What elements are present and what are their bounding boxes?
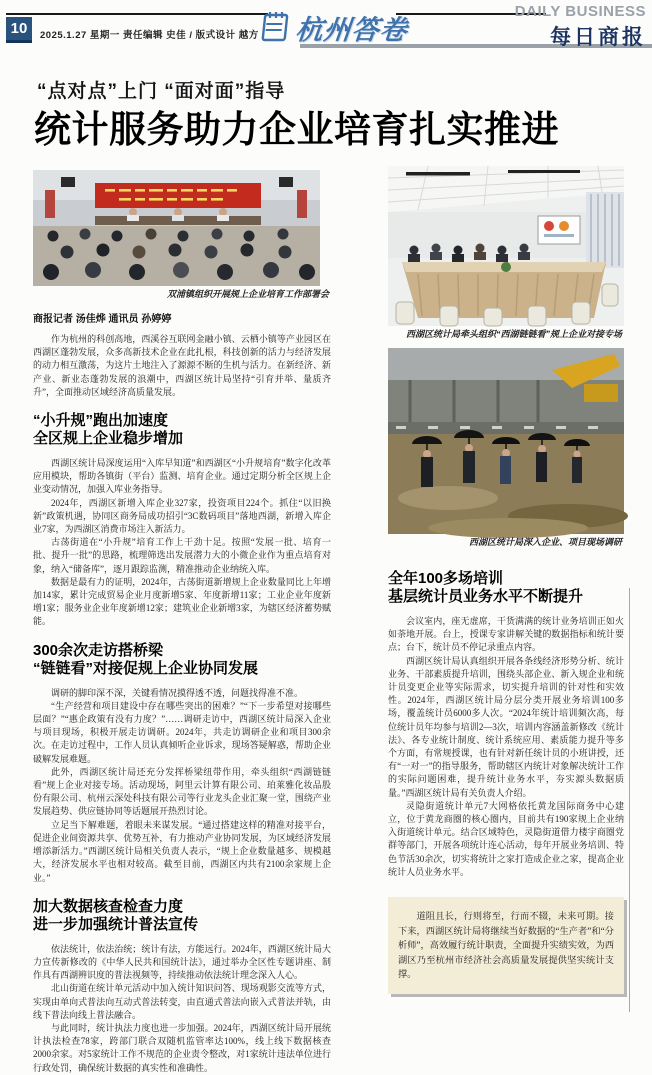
body-paragraph: “生产经营和项目建设中存在哪些突出的困难？”“下一步希望对接哪些层面？”“惠企政策有没有力度？”……调研走访中，西湖区统计局深入企业与项目现场，积极开展走访调研。2024年，共走访调研企业和项目300余次。在走访过程中，工作人员认真倾听企业诉求，现场答疑解惑，帮助企业破解发展难题。	[33, 700, 331, 764]
page-number-badge	[6, 17, 32, 43]
body-paragraph: 立足当下解难题，着眼未来谋发展。“通过搭建这样的精准对接平台，促进企业间资源共享、优势互补，有力推动产业协同发展，为区域经济发展增添新活力。”西湖区统计局相关负责人表示，“规上企业数量越多、规模越大，经济发展水平也相对较高。截至目前，西湖区内共有2100余家规上企业。”	[33, 819, 331, 883]
photo-caption: 双浦镇组织开展规上企业培育工作部署会	[166, 289, 329, 299]
body-paragraph: 会议室内，座无虚席，干货满满的统计业务培训正如火如荼地开展。台上，授课专家讲解关键的数据指标和统计要点；台下，统计员不停记录重点内容。	[388, 616, 624, 653]
headline-title: 统计服务助力企业培育扎实推进	[34, 109, 559, 150]
section-title-4: 全年100多场培训 基层统计员业务水平不断提升	[388, 570, 584, 605]
body-paragraph: 数据是最有力的证明，2024年，古荡街道新增规上企业数量同比上年增加14家，累计完成贸易企业月度新增5家、年度新增11家；工业企业年度新增1家；服务业企业年度新增12家；建筑业企业新增3家，为辖区经济蓄势赋能。	[33, 576, 331, 627]
page-number: 10	[10, 20, 28, 37]
right-column	[388, 166, 624, 1022]
body-paragraph: 与此同时，统计执法力度也进一步加强。2024年，西湖区统计局开展统计执法检查78家，跨部门联合双随机监管率达100%，线上线下数据核查2000余家。对5家统计工作不规范的企业责令整改，对1家统计违法单位进行行政处罚，确保统计数据的真实性和准确性。	[33, 1022, 331, 1073]
byline: 商报记者 汤佳烨 通讯员 孙婷婷	[33, 314, 172, 325]
photo-caption: 西湖区统计局深入企业、项目现场调研	[468, 537, 622, 547]
notebook-icon	[262, 8, 292, 47]
meeting-hall-photo	[33, 170, 320, 286]
body-paragraph: 灵隐街道统计单元7大网格依托黄龙国际商务中心建立，位于黄龙商圈的核心圈内，目前共有190家规上企业纳入街道统计单元。结合区域特色，灵隐街道借力楼宇商圈党群等部门，开展各项统计连心活动，每年开展业务培训、特色节活30余次，切实将统计之家打造成企业之家，提高企业统计人员业务水平。	[388, 800, 624, 877]
conference-room-photo	[388, 166, 624, 326]
body-paragraph: 北山街道在统计单元活动中加入统计知识问答、现场观影交流等方式，实现由单向式普法向互动式普法转变，由直通式普法向嵌入式普法并轨，由线下普法向线上普法融合。	[33, 983, 331, 1020]
masthead-chinese: 每日商报	[550, 25, 646, 49]
masthead-logo	[262, 8, 408, 47]
body-paragraph: 西湖区统计局深度运用“入库早知道”和西湖区“小升规培育”数字化改革应用模块，帮助各镇街（平台）监测、培育企业。通过定期分析全区规上企业变动情况，加强入库业务指导。	[33, 458, 331, 495]
date-editor-line: 2025.1.27 星期一 责任编辑 史佳 / 版式设计 越方	[40, 30, 259, 41]
highlight-box-text: 道阻且长，行则将至，行而不辍，未来可期。接下来，西湖区统计局将继续当好数据的“生产者”和“分析师”，高效履行统计职责，全面提升实绩实效，为西湖区乃至杭州市经济社会高质量发展提供坚实统计支撑。	[398, 911, 614, 980]
section-title-3: 加大数据核查检查力度 进一步加强统计普法宣传	[33, 897, 199, 933]
site-visit-photo	[388, 348, 624, 534]
headline-kicker: “点对点”上门 “面对面”指导	[37, 81, 286, 102]
body-paragraph: 古荡街道在“小升规”培育工作上干劲十足。按照“发展一批、培育一批、提升一批”的思路，梳理筛选出发展潜力大的小微企业作为重点培育对象，纳入“储备库”，逐月跟踪监测，精准推动企业纳统入库。	[33, 537, 331, 574]
section-title-1: “小升规”跑出加速度 全区规上企业稳步增加	[33, 412, 184, 448]
header-rule-left	[6, 13, 268, 15]
photo-caption: 西湖区统计局牵头组织“西湖链链看”规上企业对接专场	[405, 329, 622, 339]
left-column	[33, 170, 331, 1073]
body-paragraph: 依法统计，依法治统；统计有法，方能远行。2024年，西湖区统计局大力宣传新修改的《中华人民共和国统计法》，通过举办全区性专题讲座、制作具有西湖辨识度的普法视频等，持续推动依法统计理念深入人心。	[33, 943, 331, 981]
body-paragraph: 2024年，西湖区新增入库企业327家，投资项目224个。抓住“以旧换新”政策机遇，协同区商务局成功招引“3C数码项目”落地西湖，新增入库企业7家，为西湖区消费市场注入新活力。	[33, 497, 331, 535]
highlight-box	[388, 897, 624, 994]
body-paragraph: 调研的脚印深不深，关键看情况摸得透不透，问题找得准不准。	[51, 687, 304, 698]
masthead-logo-text: 杭州答卷	[294, 15, 410, 45]
column-rule	[629, 588, 630, 1012]
lead-paragraph: 作为杭州的科创高地，西溪谷互联网金融小镇、云栖小镇等产业园区在西湖区蓬勃发展，众多高新技术企业在此扎根，科技创新的活力与经济发展的动力相互激荡，为这片土地注入了源源不断的生机与活力。在新经济、新产业、新业态蓬勃发展的浪潮中，西湖区统计局坚持“引育并举、量质齐升”，全面推动区域经济高质量发展。	[33, 334, 331, 397]
masthead-english: DAILY BUSINESS	[514, 3, 646, 20]
body-paragraph: 西湖区统计局认真组织开展各条线经济形势分析、统计业务、干部素质提升培训，围绕头部企业、新入规企业和统计员变更企业等实际需求，切实提升培训的针对性和实效性。2024年，西湖区统计局分层分类开展业务培训100多场，覆盖统计员6000多人次。“2024年统计培训频次高，每位统计员年均参与培训2—3次，培训内容涵盖新修改《统计法》、各专业统计制度、统计系统应用、素质能力提升等多个方面，有常规授课，也有针对新任统计员的小班讲授，还有“一对一”的指导服务，帮助辖区内统计对象解决统计工作的实际问题困难，提升统计业务水平，夯实源头数据质量。”西湖区统计局有关负责人介绍。	[388, 655, 624, 798]
section-title-2: 300余次走访搭桥梁 “链链看”对接促规上企业协同发展	[33, 641, 259, 677]
body-paragraph: 此外，西湖区统计局还充分发挥桥梁纽带作用，牵头组织“西湖链链看”规上企业对接专场。活动现场，阿里云计算有限公司、珀莱雅化妆品股份有限公司、杭州云深处科技有限公司等行业龙头企业汇聚一堂，围绕产业发展趋势、供应链协同等话题展开热烈讨论。	[33, 766, 331, 817]
